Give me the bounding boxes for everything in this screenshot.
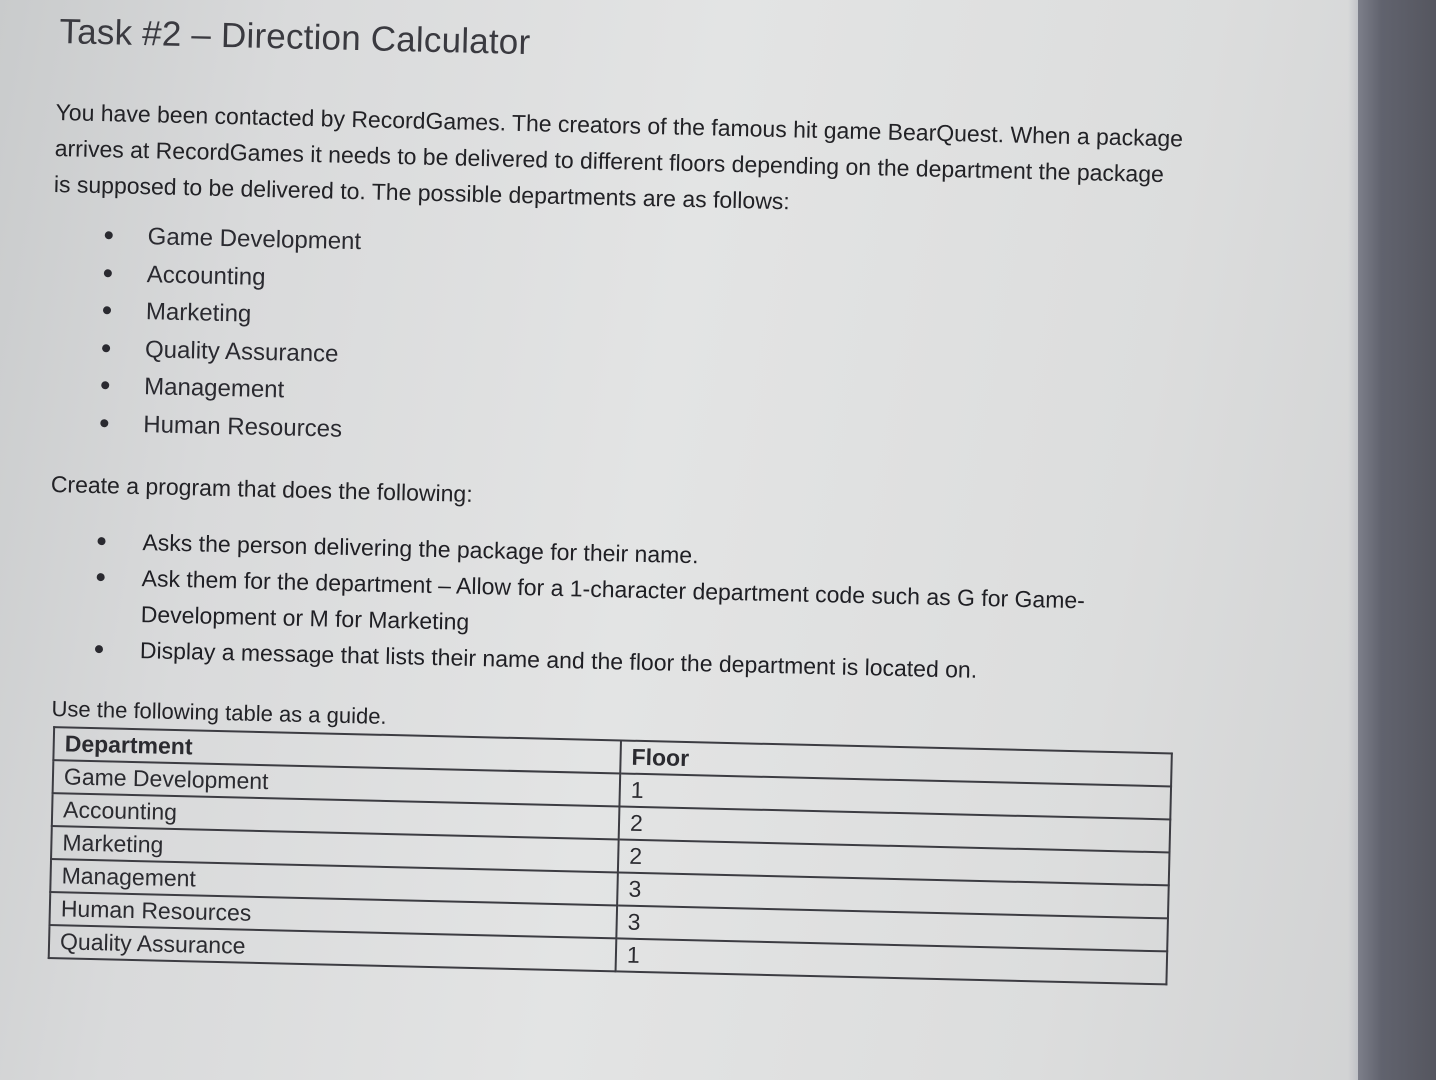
table-cell-department: Marketing (51, 826, 619, 872)
table-cell-floor: 3 (616, 905, 1168, 951)
instructions-heading: Create a program that does the following: (50, 470, 473, 507)
list-item-text: Quality Assurance (144, 335, 339, 368)
requirements-list (43, 522, 1226, 694)
list-item-text: Ask them for the department – Allow for a 1-character department code such as G for Game-Development or M for Marketing (140, 565, 1086, 635)
bullet-icon (105, 231, 113, 239)
bullet-icon (97, 537, 105, 545)
table-cell-floor: 1 (619, 773, 1171, 819)
bullet-icon (95, 645, 103, 653)
monitor-bezel (1358, 0, 1436, 1080)
table-cell-department: Accounting (52, 793, 620, 839)
bullet-icon (100, 419, 108, 427)
column-header-department: Department (53, 727, 621, 773)
table-cell-department: Quality Assurance (49, 925, 617, 971)
intro-paragraph: You have been contacted by RecordGames. The creators of the famous hit game BearQuest. When a package arrives at RecordGames it needs to be delivered to different floors depending on the department the package is supposed to be delivered to. The possible departments are as follows: (53, 98, 1184, 215)
table-cell-floor: 1 (616, 938, 1168, 984)
department-list (48, 216, 1233, 469)
list-item-text: Game Development (147, 223, 362, 256)
bullet-icon (104, 269, 112, 277)
column-header-floor: Floor (620, 740, 1172, 786)
bullet-icon (102, 344, 110, 352)
table-cell-department: Game Development (53, 760, 621, 806)
list-item-text: Management (143, 373, 285, 404)
table-cell-department: Human Resources (49, 892, 617, 938)
page-title: Task #2 – Direction Calculator (59, 12, 531, 63)
bullet-icon (101, 381, 109, 389)
list-item-text: Human Resources (142, 410, 343, 443)
list-item-text: Accounting (146, 260, 266, 291)
list-item-text: Display a message that lists their name and the floor the department is located on. (139, 637, 978, 683)
table-cell-floor: 3 (617, 872, 1169, 918)
table-caption: Use the following table as a guide. (51, 696, 387, 729)
list-item-text: Asks the person delivering the package for their name. (142, 529, 699, 569)
floor-table (48, 726, 1173, 985)
table-cell-floor: 2 (619, 806, 1171, 852)
table-cell-floor: 2 (618, 839, 1170, 885)
table-cell-department: Management (50, 859, 618, 905)
bullet-icon (97, 573, 105, 581)
bullet-icon (103, 306, 111, 314)
list-item-text: Marketing (145, 298, 252, 328)
monitor-screen-edge (1348, 0, 1358, 1080)
document-page (36, 12, 1238, 987)
